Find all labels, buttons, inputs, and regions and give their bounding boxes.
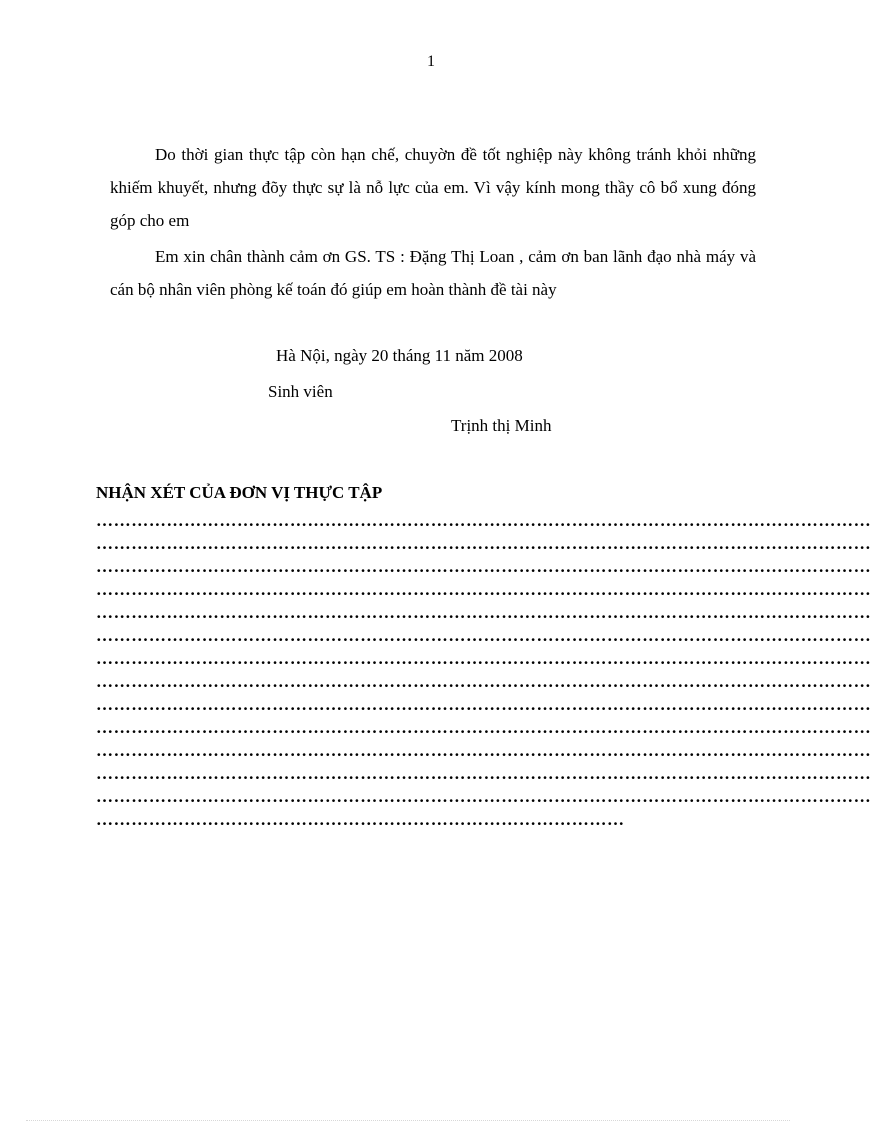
place-and-date: Hà Nội, ngày 20 tháng 11 năm 2008 [276, 346, 523, 365]
dotted-line: …………………………………………………………………………………………………………………… [96, 764, 871, 783]
dotted-line: …………………………………………………………………………………………………………………… [96, 718, 871, 737]
page-number: 1 [427, 53, 435, 70]
dotted-line: …………………………………………………………………………………………………………………… [96, 649, 871, 668]
dotted-line: …………………………………………………………………………………………………………………… [96, 557, 871, 576]
page-bottom-rule [26, 1120, 790, 1121]
dotted-line: …………………………………………………………………………………………………………………… [96, 672, 871, 691]
dotted-line: …………………………………………………………………………………………………………………… [96, 626, 871, 645]
evaluation-heading: NHẬN XÉT CỦA ĐƠN VỊ THỰC TẬP [96, 483, 383, 502]
dotted-line-last: ……………………………………………………………………………… [96, 810, 625, 829]
dotted-line: …………………………………………………………………………………………………………………… [96, 787, 871, 806]
signature-name: Trịnh thị Minh [451, 416, 552, 435]
signature-role: Sinh viên [268, 382, 333, 401]
dotted-line: …………………………………………………………………………………………………………………… [96, 511, 871, 530]
dotted-line: …………………………………………………………………………………………………………………… [96, 534, 871, 553]
thanks-paragraph-limitations: Do thời gian thực tập còn hạn chế, chuyờn đề tốt nghiệp này không tránh khỏi những khiếm khuyết, nhưng đõy thực sự là nỗ lực của em. Vì vậy kính mong thầy cô bổ xung đóng góp cho em [110, 145, 756, 230]
dotted-line: …………………………………………………………………………………………………………………… [96, 580, 871, 599]
dotted-line: …………………………………………………………………………………………………………………… [96, 603, 871, 622]
dotted-line: …………………………………………………………………………………………………………………… [96, 695, 871, 714]
evaluation-dotted-lines [96, 509, 871, 831]
dotted-line: …………………………………………………………………………………………………………………… [96, 741, 871, 760]
thanks-paragraph-acknowledgement: Em xin chân thành cảm ơn GS. TS : Đặng Thị Loan , cảm ơn ban lãnh đạo nhà máy và cán bộ nhân viên phòng kế toán đó giúp em hoàn thành đề tài này [110, 247, 756, 299]
